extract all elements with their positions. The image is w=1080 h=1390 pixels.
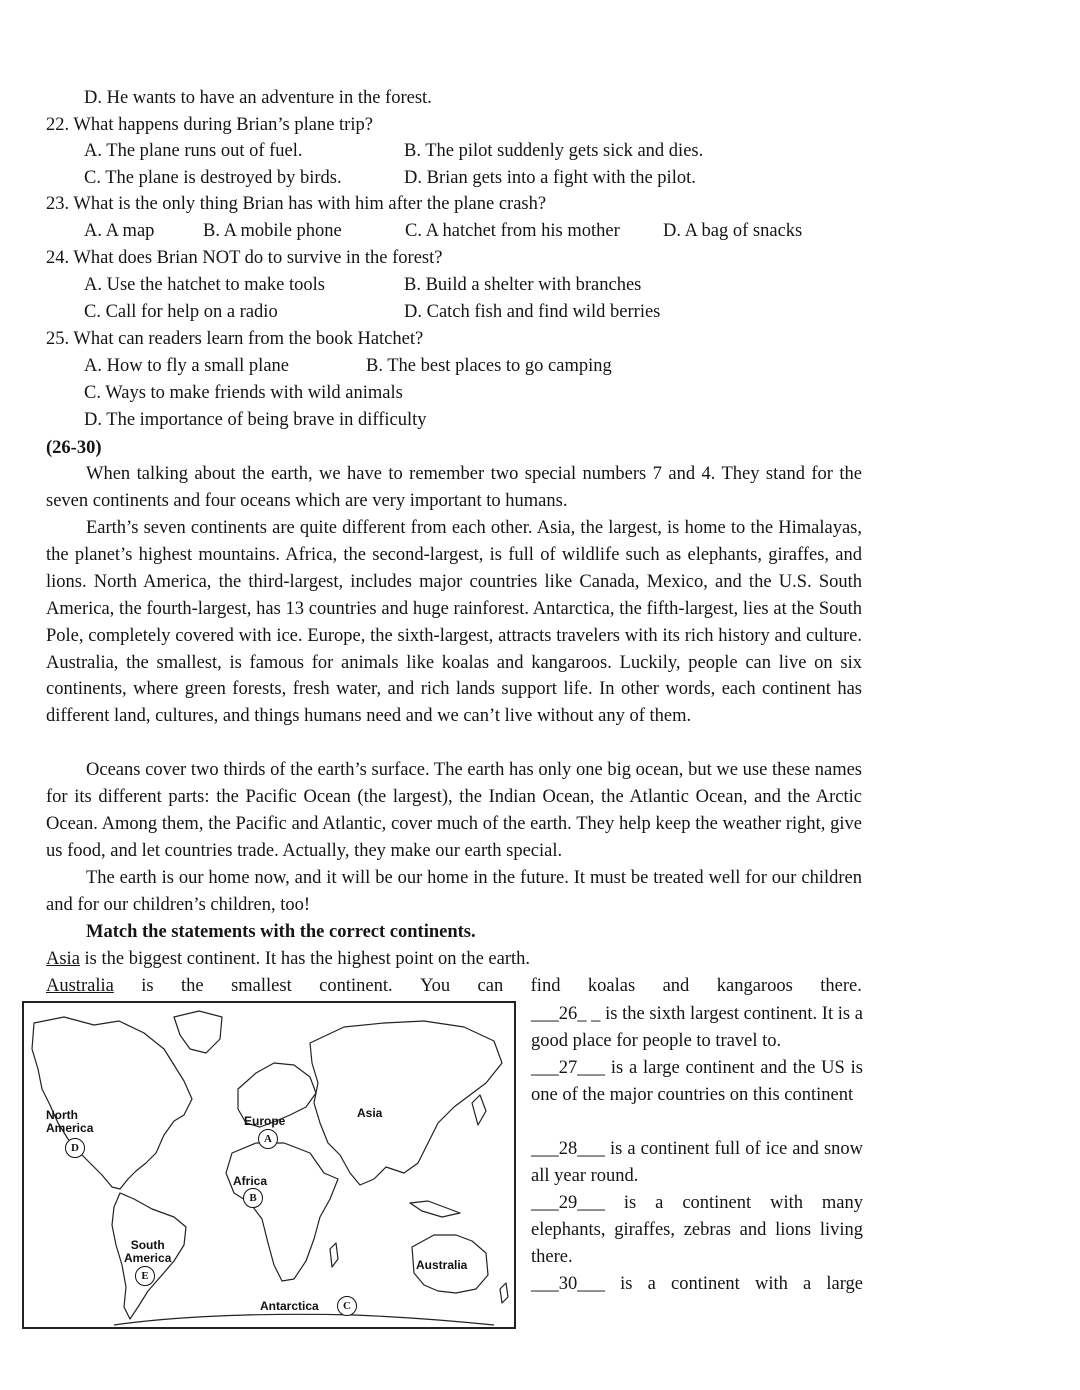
label-antarctica: Antarctica <box>260 1299 319 1313</box>
antarctica-shape <box>114 1314 494 1325</box>
blank-27-line[interactable]: ___27___ <box>531 1058 605 1078</box>
q25-option-a: A. How to fly a small plane <box>84 356 289 376</box>
example-australia-word-9: and <box>662 976 690 996</box>
example-asia-text: is the biggest continent. It has the highest point on the earth. <box>79 949 531 969</box>
africa-shape <box>226 1143 338 1281</box>
q23-stem: 23. What is the only thing Brian has with him after the plane crash? <box>46 194 547 214</box>
q22-option-a: A. The plane runs out of fuel. <box>84 141 303 161</box>
passage-paragraph-2: Earth’s seven continents are quite different from each other. Asia, the largest, is home to the Himalayas, the planet’s highest mountains. Africa, the second-largest, is full of wildlife such as elephants, giraffes, and lions. North America, the third-largest, includes major countries like Canada, Mexico, and the U.S. South America, the fourth-largest, has 13 countries and huge rainforest. Antarctica, the fifth-largest, lies at the South Pole, completely covered with ice. Europe, the sixth-largest, attracts travelers with its rich history and culture. Australia, the smallest, is famous for animals like koalas and kangaroos. Luckily, people can live on six continents, where green forests, fresh water, and rich lands support life. In other words, each continent has different land, cultures, and things humans need and we can’t live without any of them. <box>46 518 862 727</box>
blank-30 <box>531 1271 863 1298</box>
blank-26 <box>531 1001 863 1055</box>
blank-26-text: is the sixth largest continent. It is a good place for people to travel to. <box>531 1004 863 1051</box>
marker-a: A <box>258 1129 278 1149</box>
q24-stem: 24. What does Brian NOT do to survive in the forest? <box>46 248 443 268</box>
blank-29-text: is a continent with many elephants, giraffes, zebras and lions living there. <box>531 1193 863 1267</box>
label-south-america: South America <box>124 1238 172 1265</box>
new-zealand-shape <box>500 1283 508 1303</box>
greenland-shape <box>174 1011 222 1053</box>
example-asia-word: Asia <box>46 949 80 969</box>
example-australia-word-11: there. <box>820 976 862 996</box>
q23-option-a: A. A map <box>84 221 155 241</box>
example-australia-word-3: smallest <box>231 976 292 996</box>
asia-shape <box>310 1021 502 1185</box>
example-australia-word-4: continent. <box>319 976 393 996</box>
blank-28-line[interactable]: ___28___ <box>531 1139 605 1159</box>
north-america-shape <box>32 1017 192 1189</box>
world-map-outline <box>24 1003 514 1327</box>
matching-instruction: Match the statements with the correct continents. <box>86 922 476 942</box>
q22-option-c: C. The plane is destroyed by birds. <box>84 168 342 188</box>
passage-paragraph-1: When talking about the earth, we have to remember two special numbers 7 and 4. They stand for the seven continents and four oceans which are very important to humans. <box>46 464 862 511</box>
q24-option-a: A. Use the hatchet to make tools <box>84 275 325 295</box>
label-africa: Africa <box>233 1174 268 1188</box>
example-australia-word-8: koalas <box>587 976 636 996</box>
example-australia-word-6: can <box>477 976 504 996</box>
example-asia <box>46 948 530 970</box>
q22-stem: 22. What happens during Brian’s plane trip? <box>46 115 373 135</box>
q23-option-b: B. A mobile phone <box>203 221 342 241</box>
blank-30-text: is a continent with a large <box>605 1274 863 1294</box>
example-australia <box>46 975 862 997</box>
japan-shape <box>472 1095 486 1125</box>
label-asia: Asia <box>357 1106 383 1120</box>
blank-29 <box>531 1190 863 1271</box>
indonesia-shape <box>410 1201 460 1217</box>
q22-option-d: D. Brian gets into a fight with the pilot. <box>404 168 696 188</box>
marker-b: B <box>243 1188 263 1208</box>
marker-c: C <box>337 1296 357 1316</box>
q25-option-d: D. The importance of being brave in difficulty <box>84 410 427 430</box>
q24-option-c: C. Call for help on a radio <box>84 302 278 322</box>
label-north-america: North America <box>46 1108 94 1135</box>
label-europe: Europe <box>244 1114 286 1128</box>
example-australia-word-2: the <box>181 976 204 996</box>
example-australia-word-1: is <box>141 976 154 996</box>
example-australia-word-5: You <box>420 976 451 996</box>
passage-paragraph-4: The earth is our home now, and it will be our home in the future. It must be treated well for our children and for our children’s children, too! <box>46 868 862 915</box>
q24-option-d: D. Catch fish and find wild berries <box>404 302 661 322</box>
q25-stem: 25. What can readers learn from the book Hatchet? <box>46 329 424 349</box>
q23-option-d: D. A bag of snacks <box>663 221 803 241</box>
blank-28 <box>531 1136 863 1190</box>
q23-option-c: C. A hatchet from his mother <box>405 221 620 241</box>
q22-option-b: B. The pilot suddenly gets sick and dies. <box>404 141 704 161</box>
blank-30-line[interactable]: ___30___ <box>531 1274 605 1294</box>
blank-27-text: is a large continent and the US is one of the major countries on this continent <box>531 1058 863 1105</box>
q25-option-b: B. The best places to go camping <box>366 356 612 376</box>
q25-option-c: C. Ways to make friends with wild animals <box>84 383 403 403</box>
madagascar-shape <box>330 1243 338 1267</box>
example-australia-word-7: find <box>530 976 561 996</box>
section-label: (26-30) <box>46 438 102 458</box>
q24-option-b: B. Build a shelter with branches <box>404 275 642 295</box>
example-australia-word-10: kangaroos <box>716 976 793 996</box>
blank-29-line[interactable]: ___29___ <box>531 1193 605 1213</box>
q21-option-d: D. He wants to have an adventure in the forest. <box>84 88 432 108</box>
blank-27 <box>531 1055 863 1109</box>
example-australia-word: Australia <box>46 976 114 996</box>
passage-paragraph-3: Oceans cover two thirds of the earth’s surface. The earth has only one big ocean, but we use these names for its different parts: the Pacific Ocean (the largest), the Indian Ocean, the Atlantic Ocean, and the Arctic Ocean. Among them, the Pacific and Atlantic, cover much of the earth. They help keep the weather right, give us food, and let countries trade. Actually, they make our earth special. <box>46 760 862 861</box>
blank-26-line[interactable]: ___26_ _ <box>531 1004 601 1024</box>
label-australia: Australia <box>416 1258 468 1272</box>
world-map <box>22 1001 516 1329</box>
blank-28-text: is a continent full of ice and snow all year round. <box>531 1139 863 1186</box>
marker-e: E <box>135 1266 155 1286</box>
marker-d: D <box>65 1138 85 1158</box>
